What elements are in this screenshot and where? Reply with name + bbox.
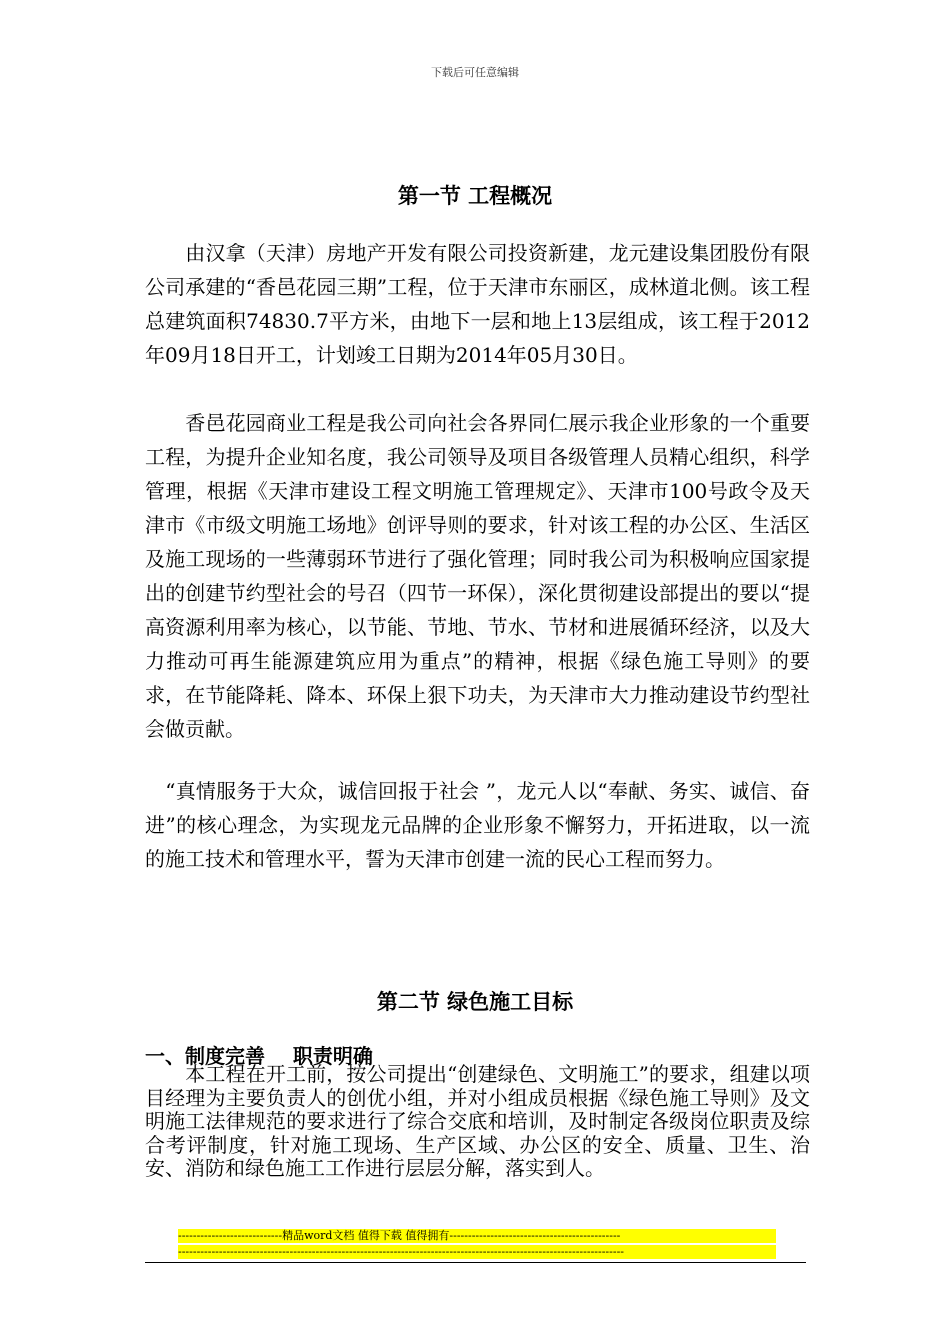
section-title-overview: 第一节 工程概况 [397,184,553,208]
green-goals-paragraph: 本工程在开工前，按公司提出“创建绿色、文明施工”的要求，组建以项目经理为主要负责人的创优小组，并对小组成员根据《绿色施工导则》及文明施工法律规范的要求进行了综合交底和培训，及时制定各级岗位职责及综合考评制度，针对施工现场、生产区域、办公区的安全、质量、卫生、治安、消防和绿色施工工作进行层层分解，落实到人。 [145,1062,810,1180]
footer-banner-line-2: ------------------------------------------------------------------------------------------------------------------------ [178,1245,776,1259]
overview-paragraph-3: “真情服务于大众，诚信回报于社会 ”，龙元人以“奉献、务实、诚信、奋进”的核心理念，为实现龙元品牌的企业形象不懈努力，开拓进取，以一流的施工技术和管理水平，誓为天津市创建一流的民心工程而努力。 [145,779,810,871]
subheading-system-responsibility: 一、制度完善 职责明确 [145,1044,373,1068]
overview-paragraph-1: 由汉拿（天津）房地产开发有限公司投资新建，龙元建设集团股份有限公司承建的“香邑花园三期”工程，位于天津市东丽区，成林道北侧。该工程总建筑面积74830.7平方米，由地下一层和地上13层组成，该工程于2012年09月18日开工，计划竣工日期为2014年05月30日。 [145,241,810,367]
footer-rule [145,1262,806,1263]
footer-banner-line-1: ----------------------------精品word文档 值得下载 值得拥有---------------------------------------------- [178,1229,776,1243]
page-header: 下载后可任意编辑 [431,66,519,79]
overview-paragraph-2: 香邑花园商业工程是我公司向社会各界同仁展示我企业形象的一个重要工程，为提升企业知名度，我公司领导及项目各级管理人员精心组织，科学管理，根据《天津市建设工程文明施工管理规定》、天津市100号政令及天津市《市级文明施工场地》创评导则的要求，针对该工程的办公区、生活区及施工现场的一些薄弱环节进行了强化管理；同时我公司为积极响应国家提出的创建节约型社会的号召（四节一环保），深化贯彻建设部提出的要以“提高资源利用率为核心，以节能、节地、节水、节材和进展循环经济，以及大力推动可再生能源建筑应用为重点”的精神，根据《绿色施工导则》的要求，在节能降耗、降本、环保上狠下功夫，为天津市大力推动建设节约型社会做贡献。 [145,411,810,741]
section-title-green-goals: 第二节 绿色施工目标 [376,990,574,1014]
